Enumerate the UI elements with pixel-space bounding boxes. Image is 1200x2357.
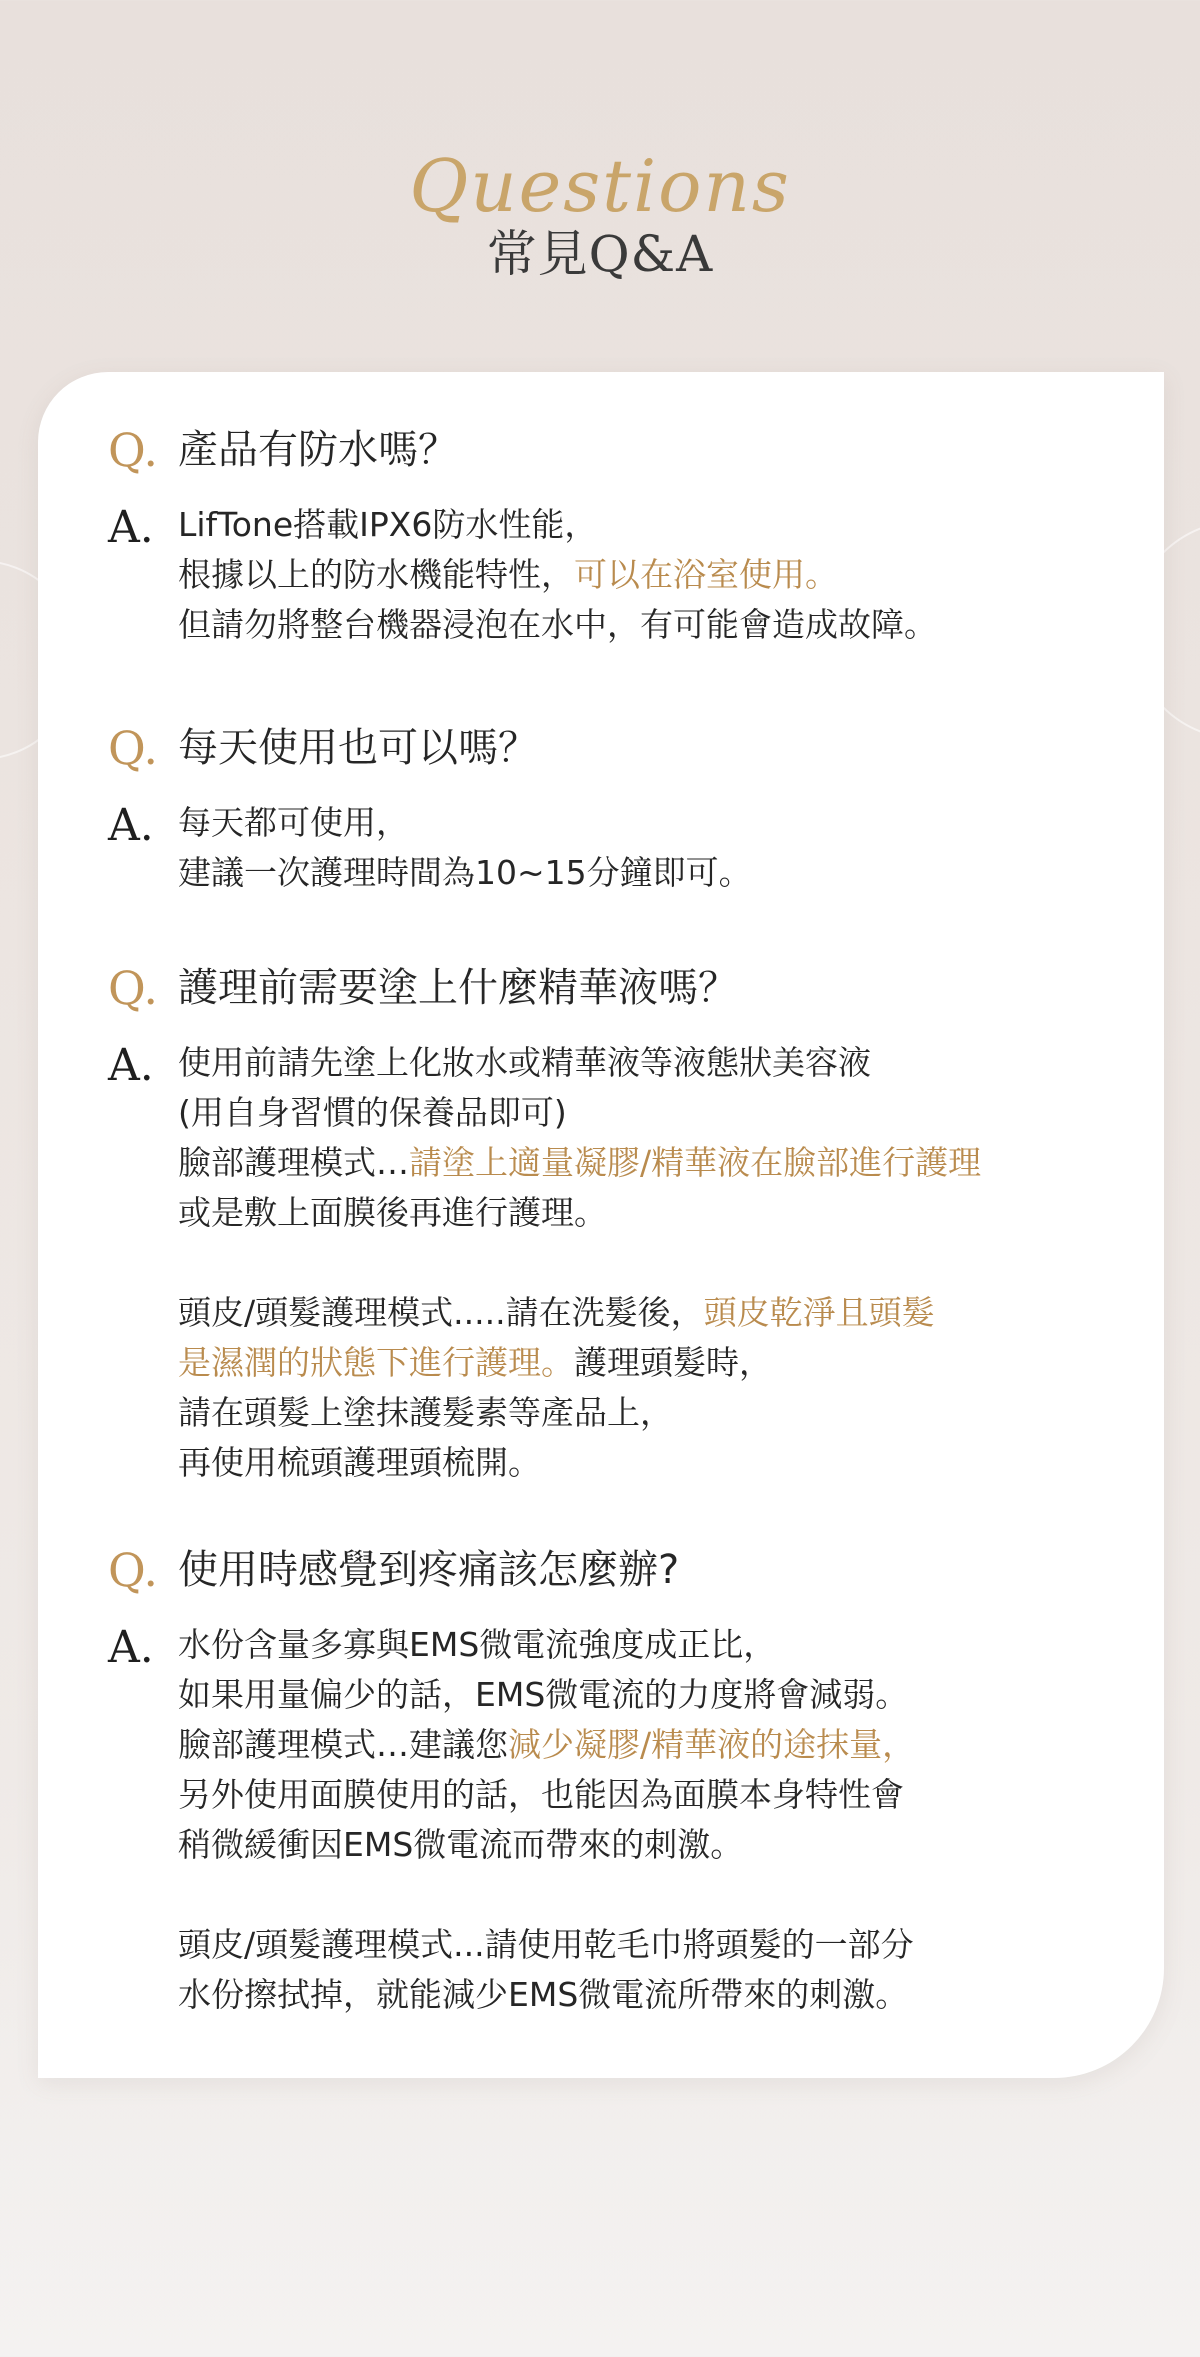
answer-span: 臉部護理模式…建議您 (178, 1725, 508, 1764)
answer-span: 如果用量偏少的話，EMS微電流的力度將會減弱。 (178, 1675, 909, 1714)
answer-line (178, 500, 937, 550)
answer-line (178, 1138, 981, 1188)
answer-line (178, 1038, 981, 1088)
answer-span: 頭皮/頭髮護理模式.....請在洗髮後， (178, 1293, 704, 1332)
answer-line (178, 1770, 915, 1820)
answer-span: 水份擦拭掉，就能減少EMS微電流所帶來的刺激。 (178, 1975, 909, 2014)
answer-span: 每天都可使用， (178, 803, 409, 842)
a-mark: A. (108, 1622, 154, 1673)
answer-span: 頭皮/頭髮護理模式...請使用乾毛巾將頭髮的一部分 (178, 1925, 914, 1964)
answer-line (178, 798, 752, 848)
qa-item (108, 1542, 1108, 2020)
answer-row (108, 1038, 1108, 1488)
a-mark: A. (108, 800, 154, 851)
answer-line (178, 1970, 915, 2020)
paragraph-gap (178, 1238, 981, 1288)
answer-span: 建議一次護理時間為10~15分鐘即可。 (178, 853, 752, 892)
answer-span: 再使用梳頭護理頭梳開。 (178, 1443, 541, 1482)
answer-span: (用自身習慣的保養品即可) (178, 1093, 567, 1132)
answer-span: 請在頭髮上塗抹護髮素等產品上， (178, 1393, 673, 1432)
answer-text (178, 798, 752, 898)
answer-span: 臉部護理模式… (178, 1143, 409, 1182)
answer-text (178, 1620, 915, 2020)
qa-item (108, 422, 1108, 650)
answer-line (178, 1920, 915, 1970)
answer-text (178, 1038, 981, 1488)
question-row (108, 720, 1108, 776)
answer-highlight: 是濕潤的狀態下進行護理。 (178, 1343, 574, 1382)
answer-span: 根據以上的防水機能特性， (178, 555, 574, 594)
answer-row (108, 798, 1108, 898)
question-row (108, 422, 1108, 478)
answer-span: 但請勿將整台機器浸泡在水中，有可能會造成故障。 (178, 605, 937, 644)
question-text: 護理前需要塗上什麼精華液嗎？ (178, 965, 738, 1011)
answer-highlight: 可以在浴室使用。 (574, 555, 838, 594)
q-mark: Q. (108, 1543, 159, 1597)
answer-span: 使用前請先塗上化妝水或精華液等液態狀美容液 (178, 1043, 871, 1082)
qa-item (108, 960, 1108, 1488)
answer-line (178, 1188, 981, 1238)
question-text: 使用時感覺到疼痛該怎麼辦? (178, 1547, 680, 1593)
answer-line (178, 1338, 981, 1388)
qa-item (108, 720, 1108, 898)
q-mark: Q. (108, 961, 159, 1015)
answer-line (178, 1088, 981, 1138)
answer-row (108, 500, 1108, 650)
answer-line (178, 1288, 981, 1338)
answer-span: LifTone搭載IPX6防水性能， (178, 505, 598, 544)
qa-card (38, 372, 1164, 2078)
answer-line (178, 1670, 915, 1720)
answer-line (178, 1820, 915, 1870)
answer-line (178, 1620, 915, 1670)
question-text: 每天使用也可以嗎？ (178, 725, 538, 771)
q-mark: Q. (108, 721, 159, 775)
answer-span: 稍微緩衝因EMS微電流而帶來的刺激。 (178, 1825, 744, 1864)
answer-line (178, 848, 752, 898)
answer-highlight: 請塗上適量凝膠/精華液在臉部進行護理 (409, 1143, 982, 1182)
answer-span: 水份含量多寡與EMS微電流強度成正比， (178, 1625, 777, 1664)
answer-line (178, 550, 937, 600)
question-text: 產品有防水嗎？ (178, 427, 458, 473)
paragraph-gap (178, 1870, 915, 1920)
answer-highlight: 頭皮乾淨且頭髮 (703, 1293, 935, 1332)
answer-span: 護理頭髮時， (574, 1343, 772, 1382)
answer-line (178, 1388, 981, 1438)
question-row (108, 960, 1108, 1016)
a-mark: A. (108, 1040, 154, 1091)
answer-highlight: 減少凝膠/精華液的途抹量， (508, 1725, 916, 1764)
answer-line (178, 1438, 981, 1488)
question-row (108, 1542, 1108, 1598)
q-mark: Q. (108, 423, 159, 477)
answer-row (108, 1620, 1108, 2020)
page-header (0, 144, 1200, 286)
script-title: Questions (409, 144, 791, 228)
answer-span: 另外使用面膜使用的話，也能因為面膜本身特性會 (178, 1775, 904, 1814)
answer-span: 或是敷上面膜後再進行護理。 (178, 1193, 607, 1232)
answer-text (178, 500, 937, 650)
answer-line (178, 1720, 915, 1770)
page-title: 常見Q&A (486, 225, 714, 283)
a-mark: A. (108, 502, 154, 553)
answer-line (178, 600, 937, 650)
